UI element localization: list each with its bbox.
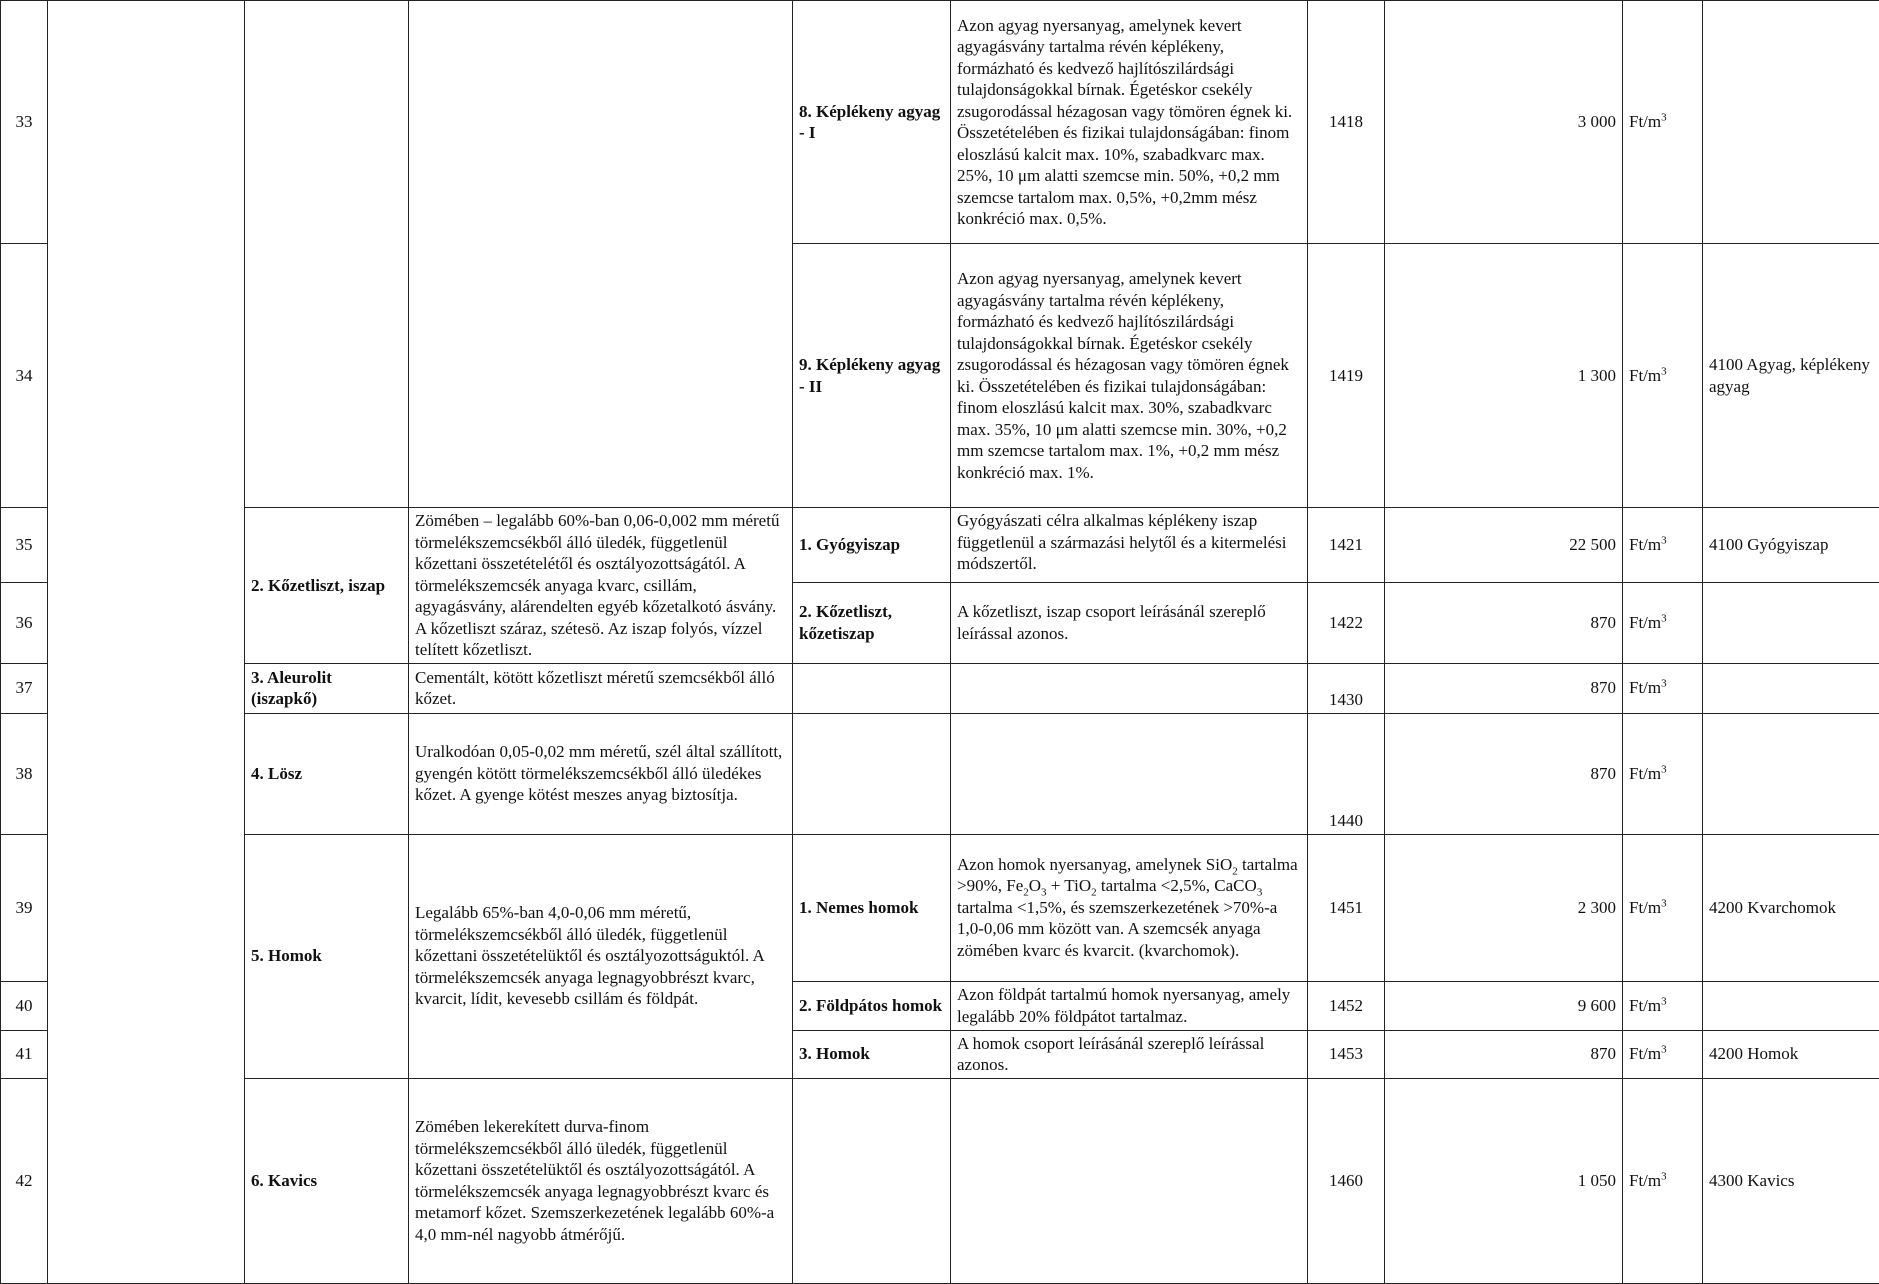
note-cell: [1703, 713, 1879, 834]
subtype-description: [951, 713, 1308, 834]
note-cell: [1703, 1, 1879, 244]
subtype-name: [793, 1078, 951, 1283]
unit-cell: $Ft/m^3$: [1623, 1078, 1703, 1283]
note-cell: [1703, 582, 1879, 663]
unit-cell: $Ft/m^3$: [1623, 582, 1703, 663]
group-name: 5. Homok: [245, 834, 409, 1078]
subtype-name: 1. Gyógyiszap: [793, 508, 951, 583]
table-row: [1, 1078, 1879, 1283]
unit-cell: $Ft/m^3$: [1623, 244, 1703, 508]
code-cell: 1440: [1308, 713, 1385, 834]
row-number: 36: [1, 582, 48, 663]
row-number: 33: [1, 1, 48, 244]
subtype-description: Azon homok nyersanyag, amelynek SiO$_2$ tartalma >90%, $Fe_2O_3 + TiO_2$ tartalma <2,5%, CaCO$_3$ tartalma <1,5%, és szemszerkezetének >70%-a 1,0-0,06 mm között van. A szemcsék anyaga zömében kvarc és kvarcit. (kvarchomok).: [951, 834, 1308, 981]
price-cell: 9 600: [1385, 981, 1623, 1030]
row-number: 40: [1, 981, 48, 1030]
subtype-name: [793, 663, 951, 713]
subtype-description: [951, 1078, 1308, 1283]
code-cell: 1453: [1308, 1030, 1385, 1078]
unit-cell: $Ft/m^3$: [1623, 508, 1703, 583]
unit-cell: $Ft/m^3$: [1623, 981, 1703, 1030]
table-row: [1, 834, 1879, 981]
price-cell: 870: [1385, 713, 1623, 834]
unit-cell: $Ft/m^3$: [1623, 1, 1703, 244]
subtype-name: 9. Képlékeny agyag - II: [793, 244, 951, 508]
subtype-description: Azon agyag nyersanyag, amelynek kevert agyagásvány tartalma révén képlékeny, formázható és kedvező hajlítószilárdsági tulajdonságokkal bírnak. Égetéskor csekély zsugorodással hézagosan vagy tömören égnek ki. Összetételében és fizikai tulajdonságában: finom eloszlású kalcit max. 10%, szabadkvarc max. 25%, 10 μm alatti szemcse min. 50%, +0,2 mm szemcse tartalom max. 0,5%, +0,2mm mész konkréció max. 0,5%.: [951, 1, 1308, 244]
subtype-description: [951, 663, 1308, 713]
group-desc-cell: [409, 1, 793, 508]
row-number: 35: [1, 508, 48, 583]
price-cell: 870: [1385, 663, 1623, 713]
price-cell: 1 300: [1385, 244, 1623, 508]
note-cell: [1703, 663, 1879, 713]
subtype-description: A homok csoport leírásánál szereplő leírással azonos.: [951, 1030, 1308, 1078]
price-cell: 22 500: [1385, 508, 1623, 583]
row-number: 42: [1, 1078, 48, 1283]
code-cell: 1421: [1308, 508, 1385, 583]
subtype-description: Gyógyászati célra alkalmas képlékeny iszap függetlenül a származási helytől és a kitermelési módszertől.: [951, 508, 1308, 583]
group-name: 4. Lösz: [245, 713, 409, 834]
subtype-name: 8. Képlékeny agyag - I: [793, 1, 951, 244]
note-cell: 4100 Gyógyiszap: [1703, 508, 1879, 583]
note-cell: 4300 Kavics: [1703, 1078, 1879, 1283]
group-name: 6. Kavics: [245, 1078, 409, 1283]
price-cell: 3 000: [1385, 1, 1623, 244]
group-description: Uralkodóan 0,05-0,02 mm méretű, szél által szállított, gyengén kötött törmelékszemcsékből álló üledékes kőzet. A gyenge kötést meszes anyag biztosítja.: [409, 713, 793, 834]
group-name: 2. Kőzetliszt, iszap: [245, 508, 409, 664]
subtype-name: 1. Nemes homok: [793, 834, 951, 981]
group-description: Cementált, kötött kőzetliszt méretű szemcsékből álló kőzet.: [409, 663, 793, 713]
row-number: 38: [1, 713, 48, 834]
subtype-name: 2. Földpátos homok: [793, 981, 951, 1030]
subtype-description: Azon földpát tartalmú homok nyersanyag, amely legalább 20% földpátot tartalmaz.: [951, 981, 1308, 1030]
price-cell: 870: [1385, 1030, 1623, 1078]
code-cell: 1430: [1308, 663, 1385, 713]
subtype-description: A kőzetliszt, iszap csoport leírásánál szereplő leírással azonos.: [951, 582, 1308, 663]
table-row: [1, 713, 1879, 834]
unit-cell: $Ft/m^3$: [1623, 834, 1703, 981]
price-cell: 2 300: [1385, 834, 1623, 981]
main-group-cell: [48, 1, 245, 1284]
unit-cell: $Ft/m^3$: [1623, 713, 1703, 834]
row-number: 39: [1, 834, 48, 981]
subtype-name: 2. Kőzetliszt, kőzetiszap: [793, 582, 951, 663]
code-cell: 1418: [1308, 1, 1385, 244]
note-cell: 4200 Kvarchomok: [1703, 834, 1879, 981]
group-description: Zömében lekerekített durva-finom törmelékszemcsékből álló üledék, függetlenül kőzettani összetételüktől és osztályozottságától. A törmelékszemcsék anyaga legnagyobbrészt kvarc és metamorf kőzet. Szemszerkezetének legalább 60%-a 4,0 mm-nél nagyobb átmérőjű.: [409, 1078, 793, 1283]
code-cell: 1419: [1308, 244, 1385, 508]
table-row: [1, 1, 1879, 244]
price-cell: 1 050: [1385, 1078, 1623, 1283]
note-cell: [1703, 981, 1879, 1030]
row-number: 37: [1, 663, 48, 713]
code-cell: 1452: [1308, 981, 1385, 1030]
note-cell: 4100 Agyag, képlékeny agyag: [1703, 244, 1879, 508]
subtype-description: Azon agyag nyersanyag, amelynek kevert agyagásvány tartalma révén képlékeny, formázható és kedvező hajlítószilárdsági tulajdonságokkal bírnak. Égetéskor csekély zsugorodással és hézagosan vagy tömören égnek ki. Összetételében és fizikai tulajdonságában: finom eloszlású kalcit max. 30%, szabadkvarc max. 35%, 10 μm alatti szemcse min. 30%, +0,2 mm szemcse tartalom max. 1%, +0,2 mm mész konkréció max. 1%.: [951, 244, 1308, 508]
subtype-name: 3. Homok: [793, 1030, 951, 1078]
unit-cell: $Ft/m^3$: [1623, 1030, 1703, 1078]
unit-cell: $Ft/m^3$: [1623, 663, 1703, 713]
row-number: 34: [1, 244, 48, 508]
code-cell: 1460: [1308, 1078, 1385, 1283]
code-cell: 1451: [1308, 834, 1385, 981]
table-row: [1, 508, 1879, 583]
price-cell: 870: [1385, 582, 1623, 663]
group-description: Zömében – legalább 60%-ban 0,06-0,002 mm méretű törmelékszemcsékből álló üledék, függetlenül kőzettani összetételétől és osztályozottságától. A törmelékszemcsék anyaga kvarc, csillám, agyagásvány, alárendelten egyéb kőzetalkotó ásvány. A kőzetliszt száraz, szétesö. Az iszap folyós, vízzel telített kőzetliszt.: [409, 508, 793, 664]
subtype-name: [793, 713, 951, 834]
group-name-cell: [245, 1, 409, 508]
group-name: 3. Aleurolit (iszapkő): [245, 663, 409, 713]
code-cell: 1422: [1308, 582, 1385, 663]
row-number: 41: [1, 1030, 48, 1078]
table-row: [1, 663, 1879, 713]
note-cell: 4200 Homok: [1703, 1030, 1879, 1078]
group-description: Legalább 65%-ban 4,0-0,06 mm méretű, törmelékszemcsékből álló üledék, függetlenül kőzettani összetételüktől és osztályozottságuktól. A törmelékszemcsék anyaga legnagyobbrészt kvarc, kvarcit, lídit, kevesebb csillám és földpát.: [409, 834, 793, 1078]
